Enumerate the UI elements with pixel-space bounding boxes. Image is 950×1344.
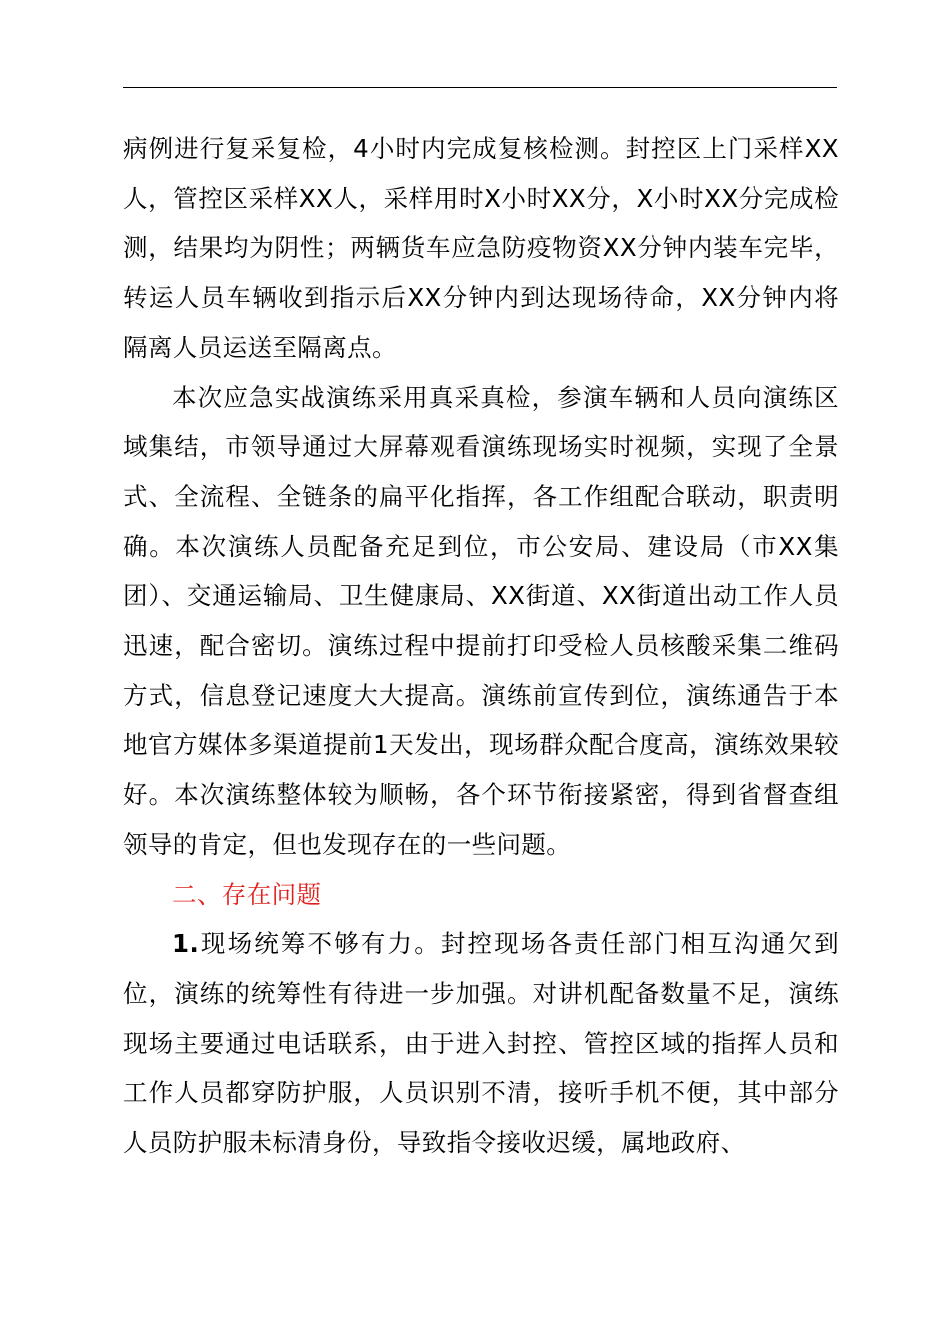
paragraph-summary: 本次应急实战演练采用真采真检，参演车辆和人员向演练区域集结，市领导通过大屏幕观看演练现场实时视频，实现了全景式、全流程、全链条的扁平化指挥，各工作组配合联动，职责明确。本次演练人员配备充足到位，市公安局、建设局（市XX集团）、交通运输局、卫生健康局、XX街道、XX街道出动工作人员迅速，配合密切。演练过程中提前打印受检人员核酸采集二维码方式，信息登记速度大大提高。演练前宣传到位，演练通告于本地官方媒体多渠道提前1天发出，现场群众配合度高，演练效果较好。本次演练整体较为顺畅，各个环节衔接紧密，得到省督查组领导的肯定，但也发现存在的一些问题。: [123, 382, 839, 859]
paragraph-continuation: 病例进行复采复检，4小时内完成复核检测。封控区上门采样XX人，管控区采样XX人，采样用时X小时XX分，X小时XX分完成检测，结果均为阴性；两辆货车应急防疫物资XX分钟内装车完毕，转运人员车辆收到指示后XX分钟内到达现场待命，XX分钟内将隔离人员运送至隔离点。: [123, 134, 839, 362]
item-text: 现场统筹不够有力。封控现场各责任部门相互沟通欠到位，演练的统筹性有待进一步加强。对讲机配备数量不足，演练现场主要通过电话联系，由于进入封控、管控区域的指挥人员和工作人员都穿防护服，人员识别不清，接听手机不便，其中部分人员防护服未标清身份，导致指令接收迟缓，属地政府、: [123, 929, 839, 1158]
item-number: 1.: [172, 929, 200, 959]
list-item: [123, 919, 839, 1168]
header-rule: [123, 87, 837, 88]
document-body: [123, 124, 839, 1168]
section-heading: 二、存在问题: [172, 879, 322, 909]
